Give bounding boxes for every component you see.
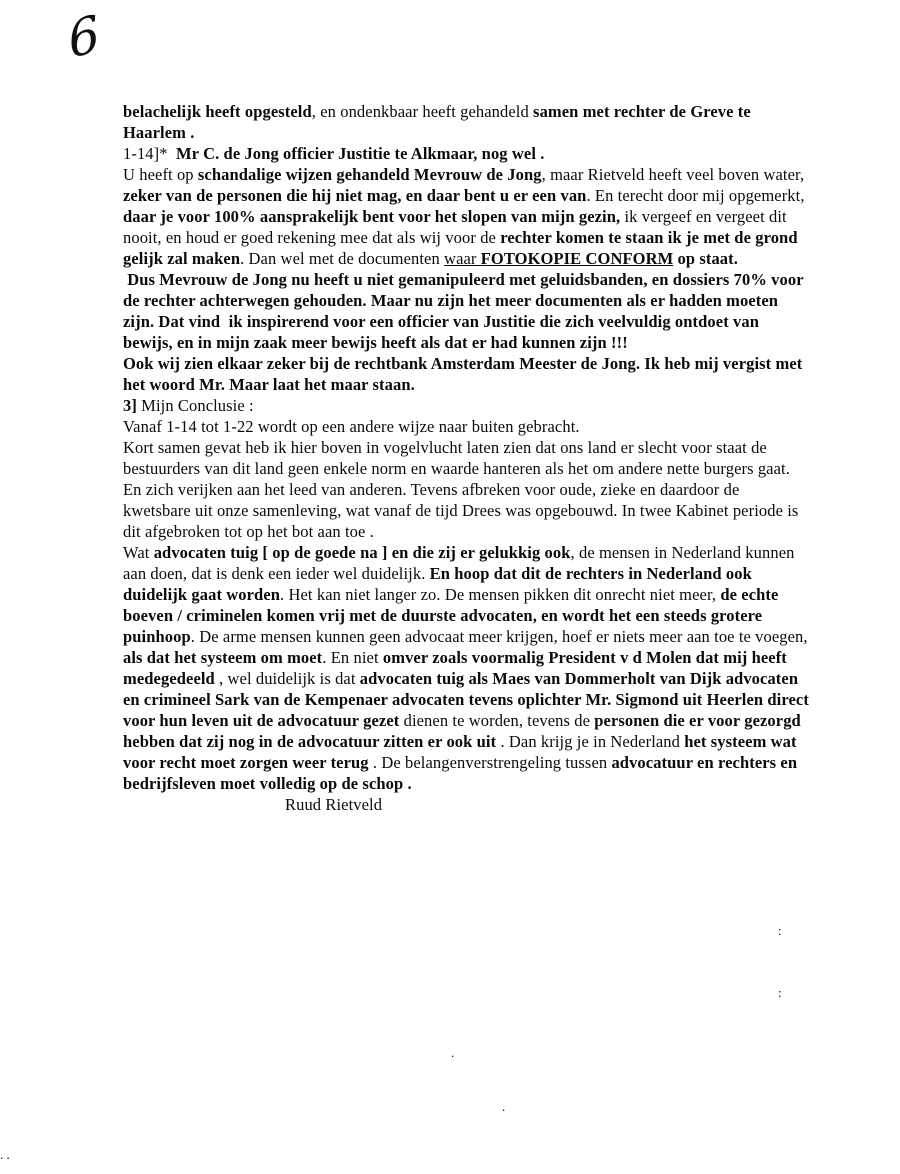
text-run: belachelijk heeft opgesteld <box>123 102 312 121</box>
text-run: waar <box>444 249 481 268</box>
text-run: , en ondenkbaar heeft gehandeld <box>311 102 534 121</box>
paragraph-de-jong-body <box>123 164 809 269</box>
paragraph-de-jong-heading <box>123 143 809 164</box>
text-run: , wel duidelijk is dat <box>214 669 360 688</box>
handwritten-page-number: 6 <box>64 4 104 70</box>
text-run: , maar Rietveld heeft veel boven water, <box>541 165 809 184</box>
paragraph-opening <box>123 101 809 143</box>
scan-artifact: . <box>502 1099 506 1114</box>
text-run: Mr C. de Jong officier Justitie te Alkmaar, nog wel . <box>176 144 545 163</box>
scan-artifact: : <box>778 985 782 1000</box>
text-run: , de mensen in Nederland kunnen aan doen, dat is denk een ieder wel duidelijk. <box>123 543 799 583</box>
text-run: het systeem wat voor recht moet zorgen weer terug <box>123 732 801 772</box>
scan-artifact: : <box>778 923 782 938</box>
text-run: Wat <box>123 543 154 562</box>
text-run: zeker van de personen die hij niet mag, en daar bent u er een van <box>123 186 587 205</box>
paragraph-geluidsbanden <box>123 269 809 395</box>
text-run: Mijn Conclusie : <box>136 396 254 415</box>
text-run: Ook wij zien elkaar zeker bij de rechtbank Amsterdam Meester de Jong. Ik heb mij vergist met het woord Mr. Maar laat het maar staan. <box>123 354 807 394</box>
text-run: omver zoals voormalig President v d Molen dat mij heeft medegedeeld <box>123 648 792 688</box>
text-run: 3] <box>123 396 137 415</box>
text-run: . En terecht door mij opgemerkt, <box>586 186 809 205</box>
text-run: de echte boeven / criminelen komen vrij met de duurste advocaten, en wordt het een steeds grotere puinhoop <box>123 585 783 646</box>
text-run: En hoop dat dit de rechters in Nederland ook duidelijk gaat worden <box>123 564 757 604</box>
text-run: . En niet <box>322 648 383 667</box>
signature: Ruud Rietveld <box>285 795 383 814</box>
text-run: ik vergeef en vergeet dit nooit, en houd er goed rekening mee dat als wij voor de <box>123 207 791 247</box>
text-run: Dus Mevrouw de Jong nu heeft u niet gemanipuleerd met geluidsbanden, en dossiers 70% voor de rechter achterwegen gehouden. Maar nu zijn het meer documenten als er hadden moeten zijn. Dat vind ik inspirerend voor een officier van Justitie die zich veelvuldig ontdoet van bewijs, en in mijn zaak meer bewijs heeft als dat er had kunnen zijn !!! <box>123 270 808 352</box>
paragraph-vanaf <box>123 416 809 437</box>
text-run: . Dan wel met de documenten <box>240 249 445 268</box>
text-run: daar je voor 100% aansprakelijk bent voor het slopen van mijn gezin, <box>123 207 621 226</box>
text-run: personen die er voor gezorgd hebben dat zij nog in de advocatuur zitten er ook uit <box>123 711 806 751</box>
text-run: schandalige wijzen gehandeld Mevrouw de Jong <box>197 165 542 184</box>
text-run: Kort samen gevat heb ik hier boven in vogelvlucht laten zien dat ons land er slecht voor staat de bestuurders van dit land geen enkele norm en waarde hanteren als het om andere nette burgers gaat. En zich verijken aan het leed van anderen. Tevens afbreken voor oude, zieke en daardoor de kwetsbare uit onze samenleving, wat vanaf de tijd Drees was opgebouwd. In twee Kabinet periode is dit afgebroken tot op het bot aan toe . <box>123 438 803 541</box>
scan-artifact: . . <box>0 1147 10 1162</box>
paragraph-advocaten-tuig <box>123 542 814 794</box>
text-run: . Het kan niet langer zo. De mensen pikken dit onrecht niet meer, <box>280 585 721 604</box>
text-run: 1-14]* <box>123 144 177 163</box>
text-run: advocatuur en rechters en bedrijfsleven moet volledig op de schop . <box>123 753 802 793</box>
text-run: . De arme mensen kunnen geen advocaat meer krijgen, hoef er niets meer aan toe te voegen, <box>190 627 812 646</box>
letter-text-block <box>123 101 814 815</box>
paragraph-conclusie-heading <box>123 395 809 416</box>
text-run: rechter komen te staan ik je met de grond gelijk zal maken <box>123 228 802 268</box>
text-run: dienen te worden, tevens de <box>403 711 595 730</box>
text-run: advocaten tuig [ op de goede na ] en die zij er gelukkig ook <box>153 543 571 562</box>
text-run: FOTOKOPIE CONFORM <box>480 249 674 268</box>
text-run: samen met rechter de Greve te Haarlem . <box>123 102 756 142</box>
scan-artifact: . <box>451 1045 455 1060</box>
text-run: U heeft op <box>123 165 198 184</box>
text-run: . Dan krijg je in Nederland <box>496 732 685 751</box>
text-run: als dat het systeem om moet <box>123 648 323 667</box>
text-run: Vanaf 1-14 tot 1-22 wordt op een andere wijze naar buiten gebracht. <box>123 417 580 436</box>
document-body <box>123 101 814 794</box>
text-run: advocaten tuig als Maes van Dommerholt van Dijk advocaten en crimineel Sark van de Kempenaer advocaten tevens oplichter Mr. Sigmond uit Heerlen direct voor hun leven uit de advocatuur gezet <box>123 669 814 730</box>
paragraph-kort-samengevat <box>123 437 809 542</box>
text-run: . De belangenverstrengeling tussen <box>368 753 612 772</box>
text-run: op staat. <box>673 249 738 268</box>
